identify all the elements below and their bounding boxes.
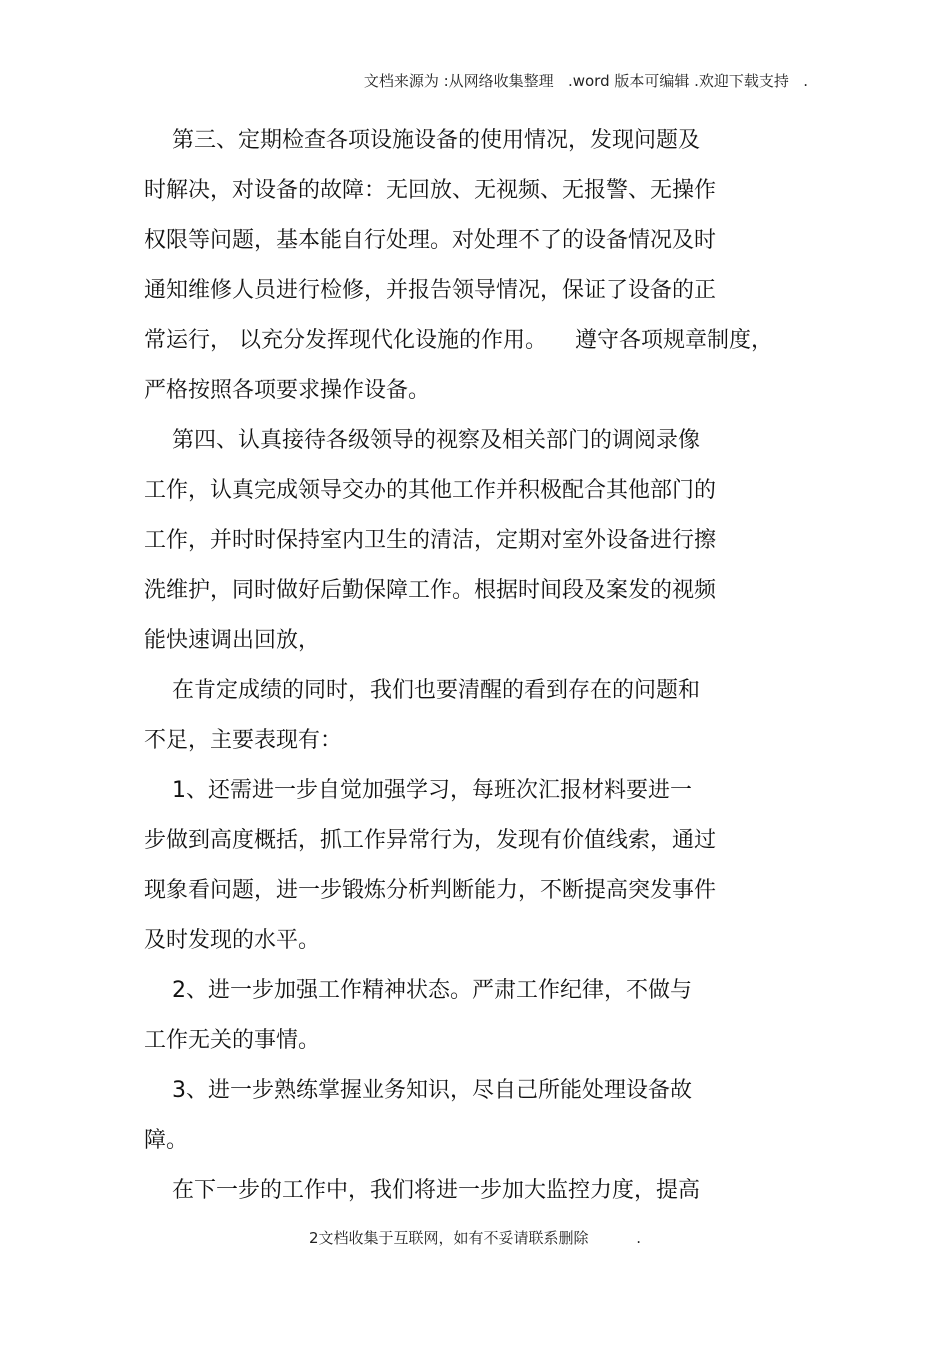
body-line: 障。 bbox=[144, 1128, 189, 1153]
body-line: 时解决，对设备的故障：无回放、无视频、无报警、无操作 bbox=[144, 178, 717, 203]
body-line: 工作，并时时保持室内卫生的清洁，定期对室外设备进行擦 bbox=[144, 528, 717, 553]
body-line: 常运行， 以充分发挥现代化设施的作用。 遵守各项规章制度， bbox=[144, 328, 773, 353]
body-line: 现象看问题，进一步锻炼分析判断能力，不断提高突发事件 bbox=[144, 878, 717, 903]
body-line: 工作无关的事情。 bbox=[144, 1028, 321, 1053]
body-line: 3、进一步熟练掌握业务知识，尽自己所能处理设备故 bbox=[144, 1078, 692, 1103]
body-line: 严格按照各项要求操作设备。 bbox=[144, 378, 431, 403]
body-line: 1、还需进一步自觉加强学习，每班次汇报材料要进一 bbox=[144, 778, 692, 803]
page-header-note: 文档来源为 :从网络收集整理 .word 版本可编辑 .欢迎下载支持 . bbox=[363, 72, 808, 90]
document-body bbox=[144, 116, 773, 1216]
body-line: 第三、定期检查各项设施设备的使用情况，发现问题及 bbox=[144, 128, 700, 153]
body-line: 及时发现的水平。 bbox=[144, 928, 321, 953]
body-line: 2、进一步加强工作精神状态。严肃工作纪律，不做与 bbox=[144, 978, 692, 1003]
body-line: 在下一步的工作中，我们将进一步加大监控力度，提高 bbox=[144, 1178, 700, 1203]
body-line: 在肯定成绩的同时，我们也要清醒的看到存在的问题和 bbox=[144, 678, 700, 703]
body-line: 不足，主要表现有： bbox=[144, 728, 343, 753]
page-footer-note: 2文档收集于互联网，如有不妥请联系删除 . bbox=[309, 1229, 641, 1247]
body-line: 步做到高度概括，抓工作异常行为，发现有价值线索，通过 bbox=[144, 828, 717, 853]
body-line: 第四、认真接待各级领导的视察及相关部门的调阅录像 bbox=[144, 428, 700, 453]
body-line: 能快速调出回放， bbox=[144, 628, 321, 653]
body-line: 洗维护，同时做好后勤保障工作。根据时间段及案发的视频 bbox=[144, 578, 717, 603]
body-line: 通知维修人员进行检修，并报告领导情况，保证了设备的正 bbox=[144, 278, 717, 303]
body-line: 工作，认真完成领导交办的其他工作并积极配合其他部门的 bbox=[144, 478, 717, 503]
body-line: 权限等问题，基本能自行处理。对处理不了的设备情况及时 bbox=[144, 228, 717, 253]
